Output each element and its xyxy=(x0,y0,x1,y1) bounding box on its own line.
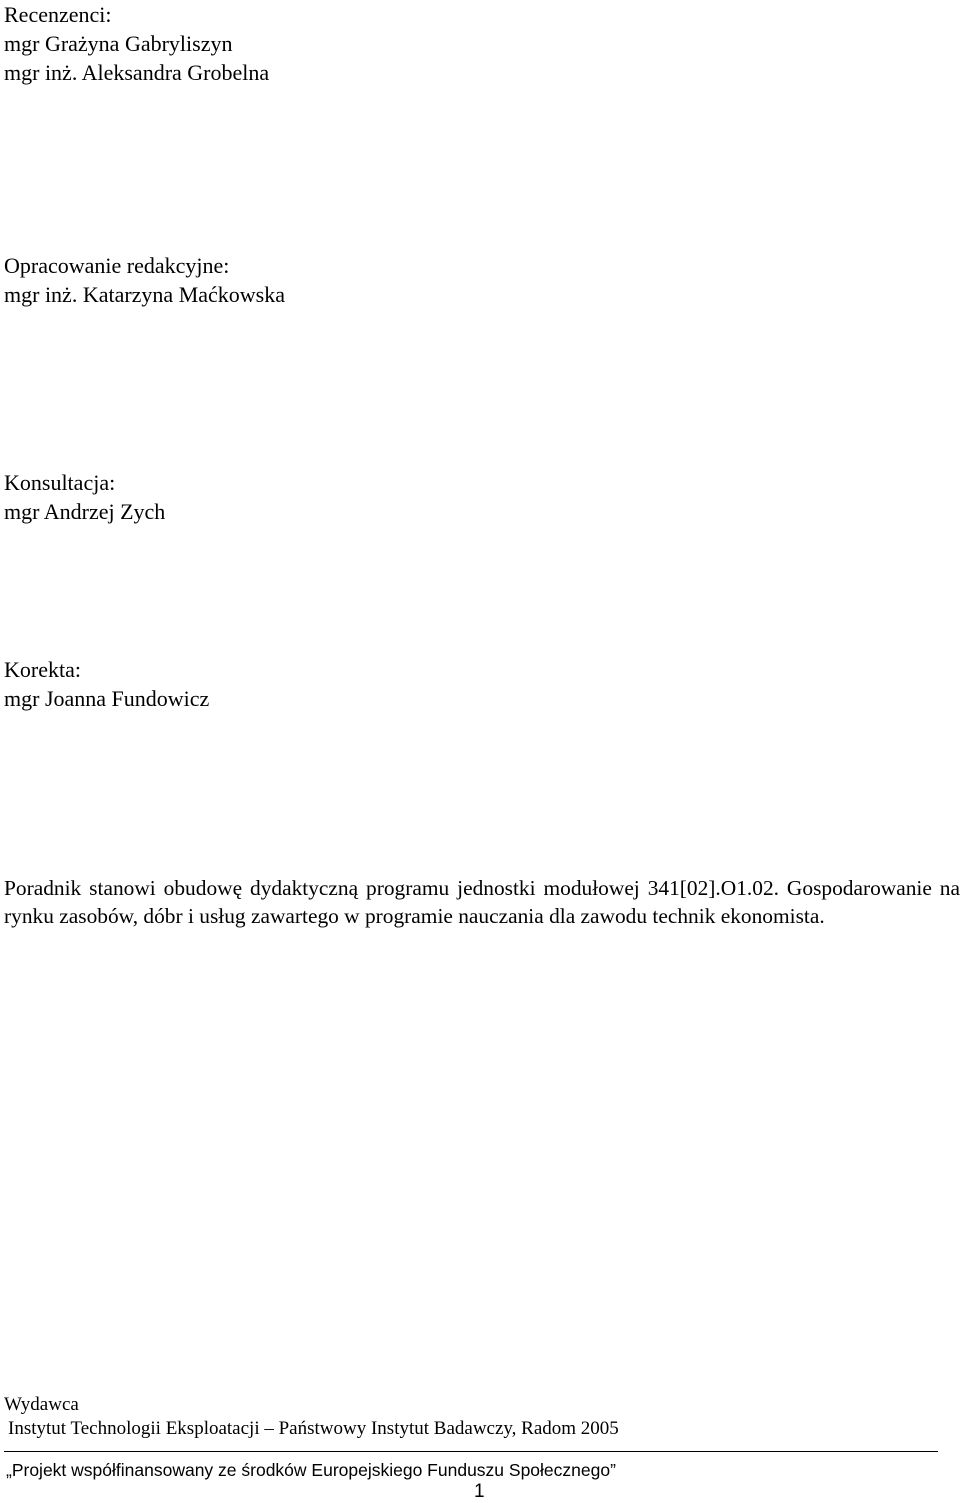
consultation-section xyxy=(4,468,165,526)
consultation-label: Konsultacja: xyxy=(4,470,116,495)
editorial-label: Opracowanie redakcyjne: xyxy=(4,253,230,278)
reviewer-name: mgr Grażyna Gabryliszyn xyxy=(4,31,233,56)
description-paragraph: Poradnik stanowi obudowę dydaktyczną programu jednostki modułowej 341[02].O1.02. Gospodarowanie na rynku zasobów, dóbr i usług zawartego w programie nauczania dla zawodu technik ekonomista. xyxy=(4,876,960,928)
proofreading-section xyxy=(4,655,209,713)
proofreading-label: Korekta: xyxy=(4,657,81,682)
guide-description xyxy=(4,874,960,930)
publisher-label: Wydawca xyxy=(4,1394,79,1415)
page-number: 1 xyxy=(474,1481,485,1502)
editor-name: mgr inż. Katarzyna Maćkowska xyxy=(4,282,286,307)
consultant-name: mgr Andrzej Zych xyxy=(4,499,166,524)
reviewers-label: Recenzenci: xyxy=(4,2,112,27)
publisher-name: Instytut Technologii Eksploatacji – Państwowy Instytut Badawczy, Radom 2005 xyxy=(8,1418,619,1439)
reviewer-name: mgr inż. Aleksandra Grobelna xyxy=(4,60,270,85)
reviewers-section xyxy=(4,0,269,87)
proofreader-name: mgr Joanna Fundowicz xyxy=(4,686,210,711)
editorial-section xyxy=(4,251,285,309)
footer-funding-note: „Projekt współfinansowany ze środków Europejskiego Funduszu Społecznego” xyxy=(6,1460,616,1480)
footer-divider xyxy=(4,1451,938,1452)
